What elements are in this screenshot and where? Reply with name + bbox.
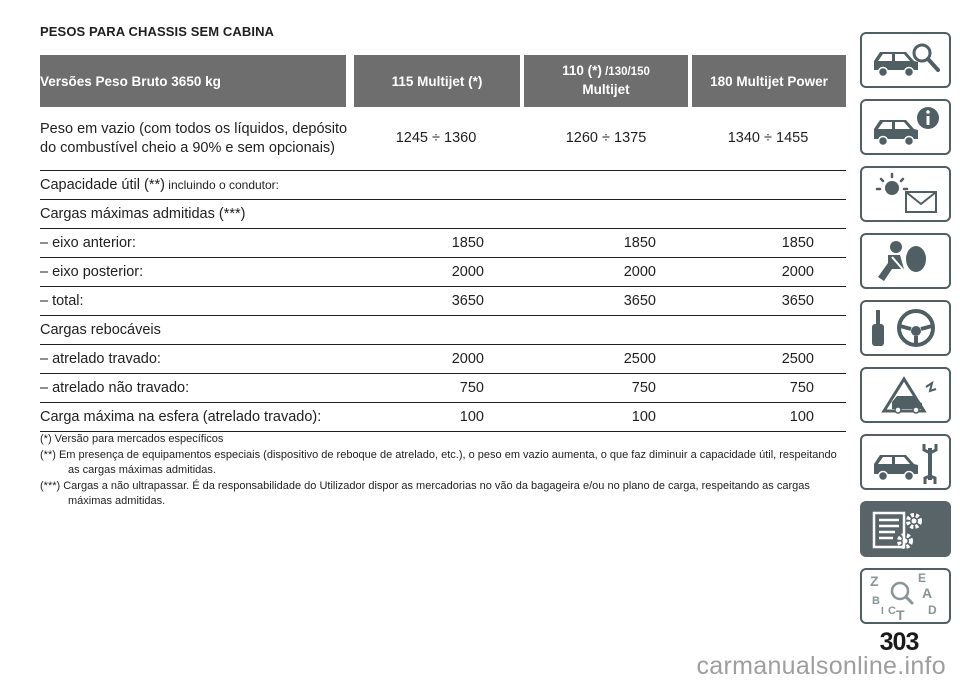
table-row [40,258,846,287]
cell-value: 2000 [690,258,846,287]
header-130-150-small: /130/150 [601,66,650,79]
row-label: – total: [40,287,350,316]
row-label: Peso em vazio (com todos os líquidos, depósito do combustível cheio a 90% e sem opcionais) [40,107,350,171]
header-180-multijet-power: 180 Multijet Power [690,55,846,107]
row-label: Carga máxima na esfera (atrelado travado): [40,403,350,432]
sidebar-tab-technical-data[interactable] [860,501,951,557]
cell-value: 1850 [690,229,846,258]
row-label: Cargas rebocáveis [40,316,846,345]
sidebar-tab-knowing-vehicle[interactable] [860,32,951,88]
table-row [40,229,846,258]
technical-data-gear-icon [862,503,949,555]
index-letter: E [918,571,927,585]
index-letter: Z [870,573,879,589]
cell-value: 2500 [690,345,846,374]
sidebar-tab-emergency[interactable] [860,367,951,423]
cell-value: 3650 [350,287,522,316]
table-row [40,107,846,171]
car-info-icon [862,101,949,153]
cell-value: 100 [350,403,522,432]
row-label [40,171,846,200]
cell-value: 2000 [522,258,690,287]
row-label-main: Capacidade útil (**) [40,177,165,193]
sidebar-tab-instruments[interactable] [860,99,951,155]
sidebar-tab-warning-lights[interactable] [860,166,951,222]
sidebar-tab-starting-driving[interactable] [860,300,951,356]
row-label: Cargas máximas admitidas (***) [40,200,846,229]
table-header-row [40,55,846,107]
car-accident-icon [862,369,949,421]
header-multijet-sub: Multijet [582,82,630,97]
table-row [40,374,846,403]
sidebar-tab-index[interactable] [860,568,951,624]
header-110-main: 110 (*) [562,63,602,79]
table-row [40,287,846,316]
table-row [40,403,846,432]
footnotes [40,432,846,510]
row-label: – eixo posterior: [40,258,350,287]
alphabetical-index-icon [862,570,949,622]
warning-light-envelope-icon [862,168,949,220]
cell-value: 1850 [522,229,690,258]
row-label: – atrelado não travado: [40,374,350,403]
row-label-small: incluindo o condutor: [164,178,280,192]
cell-value: 1245 ÷ 1360 [350,107,522,171]
cell-value: 2000 [350,345,522,374]
sidebar-tab-maintenance[interactable] [860,434,951,490]
footnote: (*) Versão para mercados específicos [40,433,224,445]
cell-value: 750 [522,374,690,403]
sidebar-tab-safety[interactable] [860,233,951,289]
steering-wheel-key-icon [862,302,949,354]
car-magnifier-icon [862,34,949,86]
cell-value: 100 [690,403,846,432]
page-number: 303 [879,628,919,656]
table-row [40,171,846,200]
cell-value: 750 [350,374,522,403]
cell-value: 2500 [522,345,690,374]
index-letter: I [881,606,884,617]
chapter-sidebar [860,32,951,635]
index-letter: C [888,605,896,617]
car-wrench-icon [862,436,949,488]
cell-value: 1340 ÷ 1455 [690,107,846,171]
table-row [40,200,846,229]
cell-value: 1260 ÷ 1375 [522,107,690,171]
cell-value: 1850 [350,229,522,258]
header-versions: Versões Peso Bruto 3650 kg [40,55,350,107]
header-110-130-150-multijet [522,55,690,107]
cell-value: 2000 [350,258,522,287]
index-letter: B [872,595,880,607]
index-letter: A [922,585,933,601]
table-row [40,345,846,374]
cell-value: 750 [690,374,846,403]
footnote: (**) Em presença de equipamentos especiais (dispositivo de reboque de atrelado, etc.), o peso em vazio aumenta, o que faz diminuir a capacidade útil, respeitando as cargas máximas admitidas. [40,448,837,476]
weights-table [40,55,846,432]
watermark: carmanualsonline.info [696,652,946,680]
row-label: – eixo anterior: [40,229,350,258]
cell-value: 3650 [690,287,846,316]
cell-value: 100 [522,403,690,432]
cell-value: 3650 [522,287,690,316]
index-letter: T [896,607,905,622]
airbag-passenger-icon [862,235,949,287]
page-title: PESOS PARA CHASSIS SEM CABINA [40,24,275,39]
table-row [40,316,846,345]
row-label: – atrelado travado: [40,345,350,374]
footnote: (***) Cargas a não ultrapassar. É da responsabilidade do Utilizador dispor as mercadorias no vão da bagageira e/ou no plano de carga, respeitando as cargas máximas admitidas. [40,479,810,507]
index-letter: D [928,603,937,617]
header-115-multijet: 115 Multijet (*) [350,55,522,107]
